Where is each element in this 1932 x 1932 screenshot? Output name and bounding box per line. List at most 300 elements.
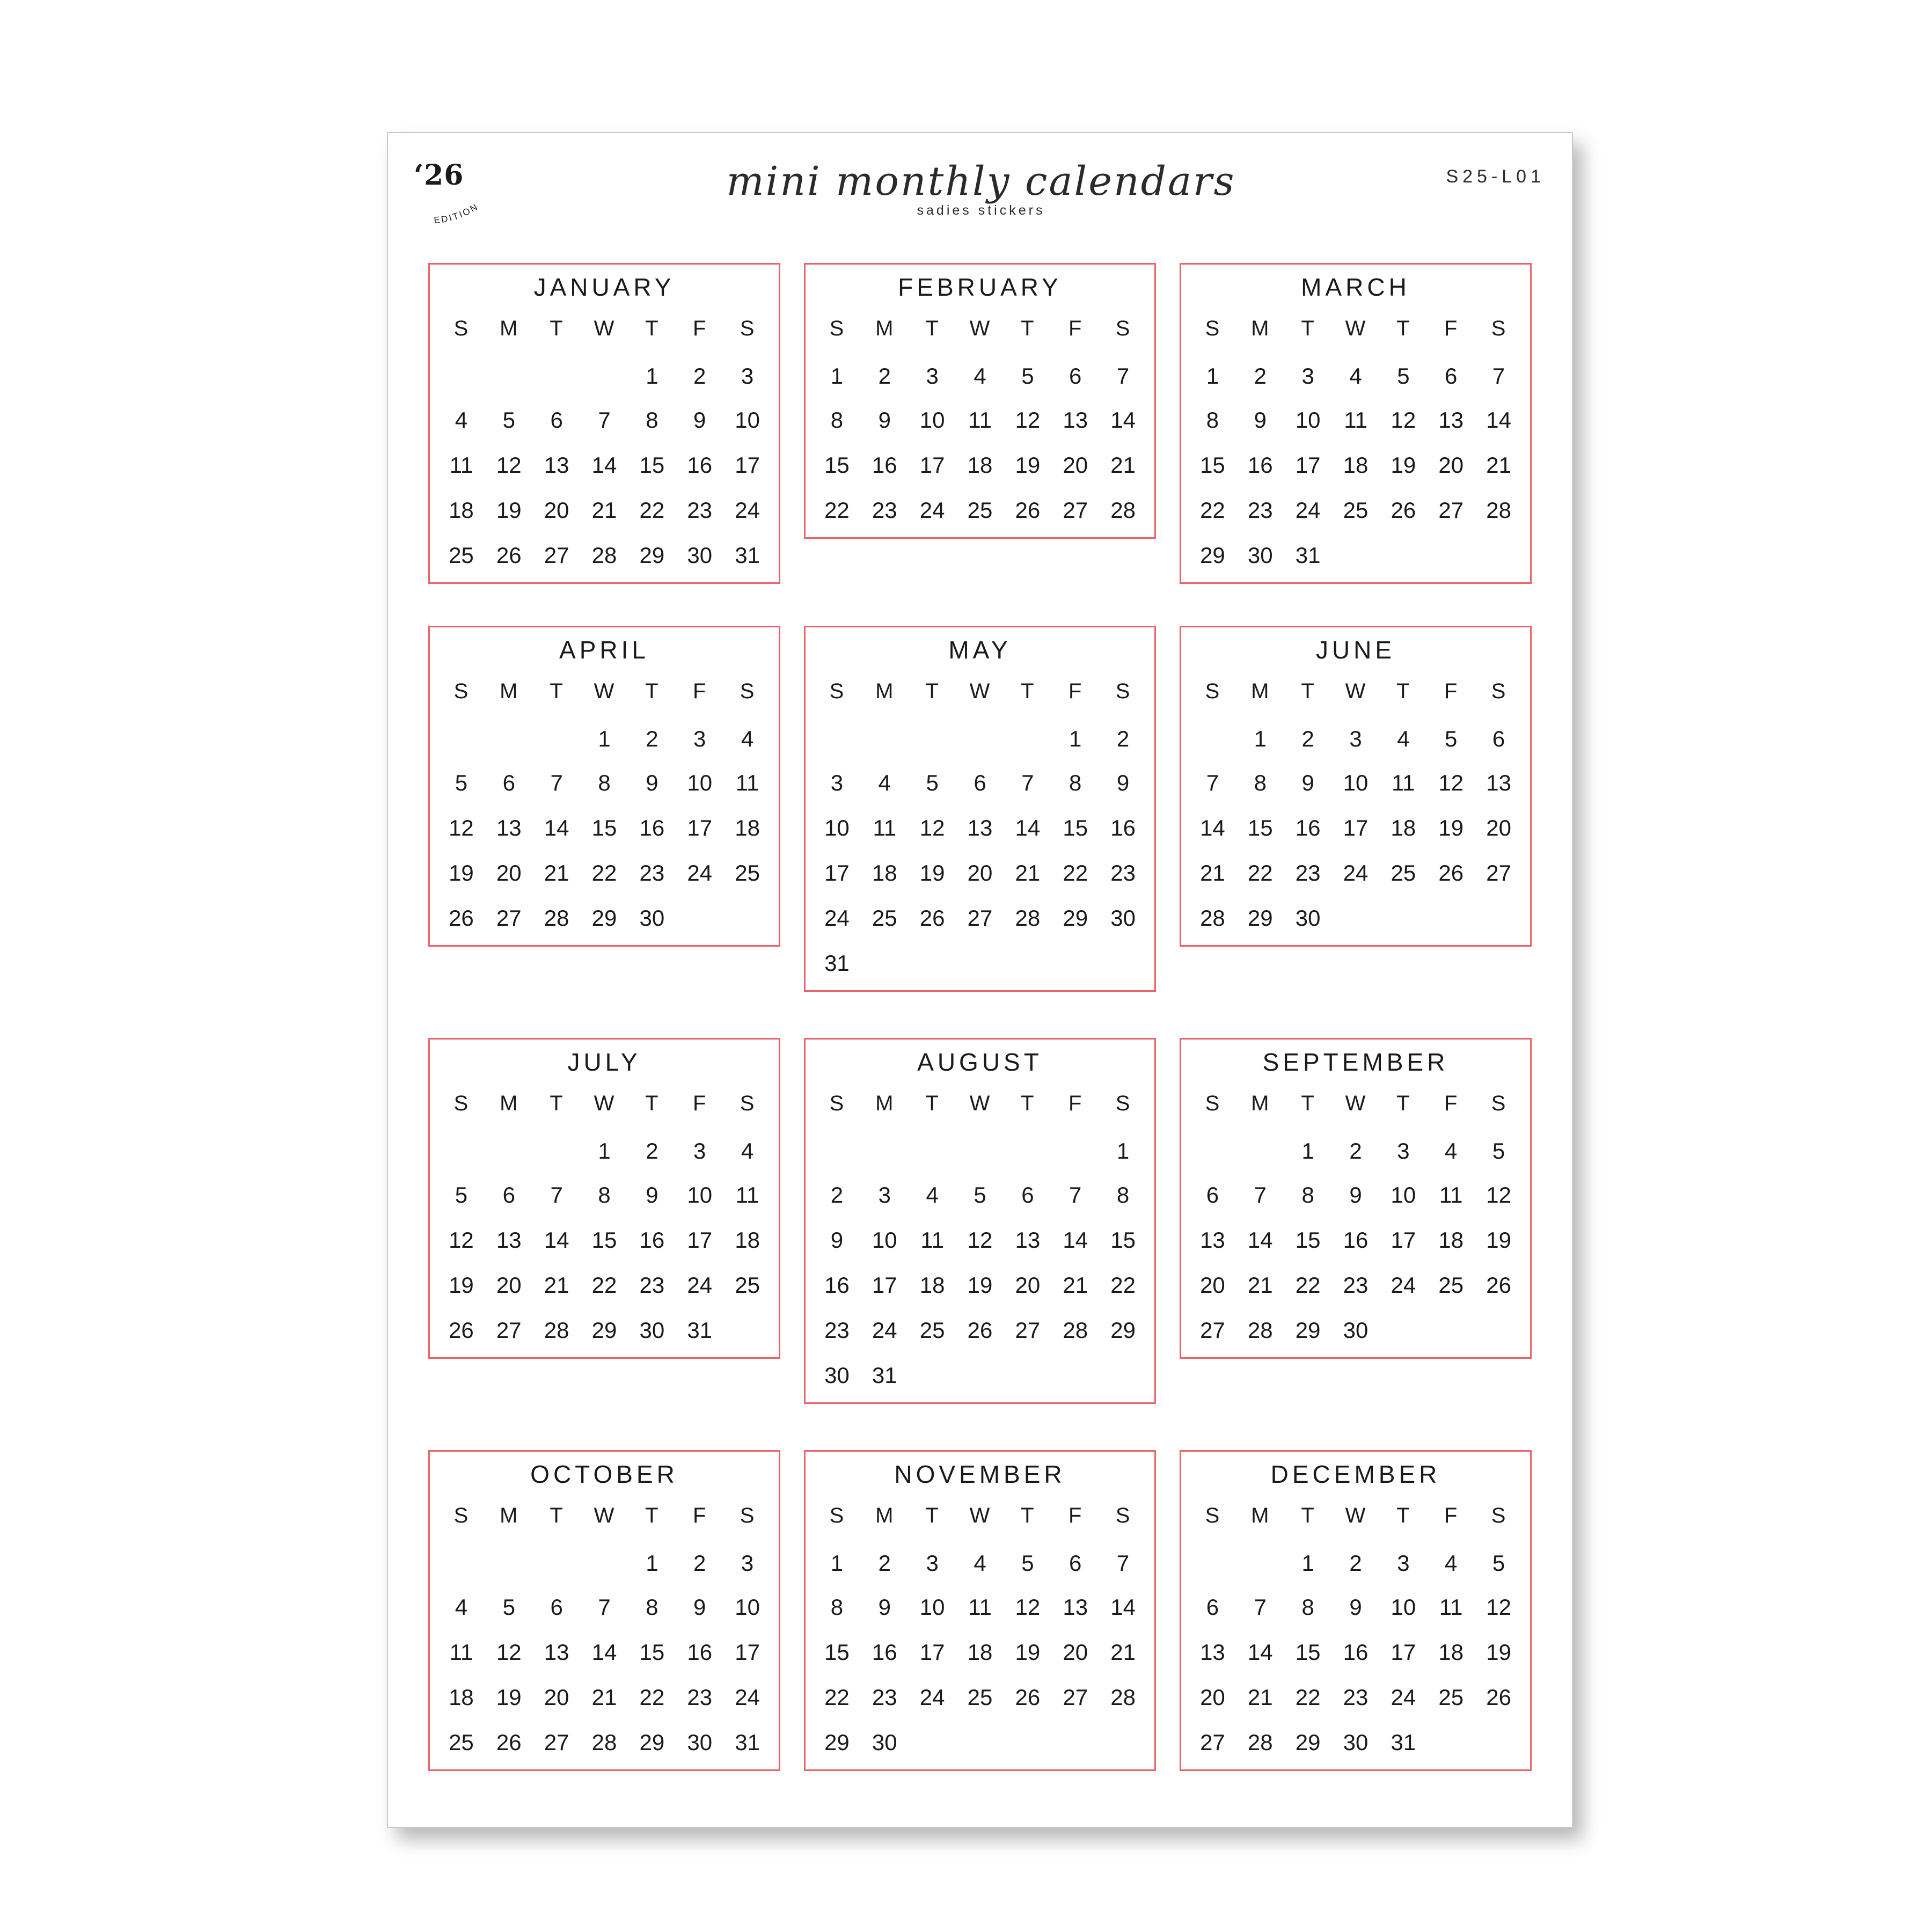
day-cell — [485, 1124, 533, 1173]
day-cell: 19 — [1486, 1227, 1511, 1253]
weekday-label: W — [969, 1504, 991, 1527]
day-cell: 29 — [591, 1318, 617, 1343]
edition-label-arc — [414, 159, 505, 234]
day-cell: 4 — [1397, 726, 1410, 751]
weekday-label: F — [1444, 1092, 1458, 1115]
day-cell: 21 — [591, 497, 617, 523]
day-cell: 18 — [1343, 452, 1368, 478]
day-cell: 31 — [735, 1730, 760, 1755]
weekday-label: T — [925, 1504, 939, 1527]
weekday-header-row — [1181, 1082, 1530, 1124]
weekday-label: S — [829, 679, 845, 703]
day-cell: 2 — [1254, 363, 1267, 389]
day-cell — [581, 349, 628, 398]
day-cell: 13 — [496, 815, 522, 840]
day-cell — [813, 712, 861, 760]
day-cell: 21 — [544, 1272, 569, 1298]
day-cell: 22 — [1200, 497, 1225, 523]
day-cell: 8 — [1069, 770, 1082, 795]
day-cell: 21 — [591, 1685, 617, 1710]
day-cell: 23 — [872, 1685, 897, 1710]
day-cell: 6 — [1445, 363, 1458, 389]
week-row — [430, 488, 779, 533]
day-cell: 2 — [878, 363, 891, 389]
day-cell: 20 — [544, 1685, 569, 1710]
day-cell: 21 — [1200, 860, 1225, 885]
day-cell: 26 — [967, 1318, 993, 1343]
weekday-label: W — [594, 317, 615, 340]
day-cell: 28 — [1110, 497, 1136, 523]
week-row — [806, 760, 1154, 806]
month-calendar-november — [804, 1450, 1156, 1771]
weekday-header-row — [1181, 670, 1530, 712]
day-cell — [1099, 941, 1147, 986]
day-cell: 14 — [1015, 815, 1041, 840]
day-cell: 31 — [1391, 1730, 1416, 1755]
day-cell: 26 — [1486, 1272, 1511, 1298]
day-cell: 2 — [1349, 1138, 1362, 1163]
day-cell: 20 — [967, 860, 993, 885]
week-row — [1181, 349, 1530, 398]
day-cell: 3 — [830, 770, 844, 795]
day-cell: 11 — [968, 1594, 992, 1620]
day-cell: 16 — [1295, 815, 1321, 840]
month-name: MAY — [948, 636, 1012, 664]
day-cell: 1 — [1069, 726, 1082, 751]
day-cell: 25 — [967, 1685, 993, 1710]
week-row — [1181, 1630, 1530, 1675]
day-cell — [1004, 941, 1051, 986]
month-calendar-june — [1180, 626, 1532, 947]
weekday-header-row — [430, 1082, 779, 1124]
weekday-header-row — [806, 308, 1154, 349]
day-cell: 28 — [1110, 1685, 1136, 1710]
day-cell: 28 — [1200, 905, 1225, 931]
month-calendar-april — [428, 626, 780, 947]
day-cell: 22 — [824, 497, 850, 523]
day-cell: 29 — [1110, 1318, 1136, 1343]
day-cell: 19 — [1015, 1640, 1041, 1665]
day-cell — [533, 349, 581, 398]
month-bottom-padding — [430, 1765, 779, 1769]
month-calendar-september — [1180, 1038, 1532, 1359]
day-cell: 21 — [1247, 1685, 1273, 1710]
weekday-label: S — [1491, 317, 1506, 340]
day-cell: 23 — [824, 1318, 850, 1343]
weekday-header-row — [1181, 308, 1530, 349]
weekday-label: M — [1251, 1504, 1270, 1527]
weekday-label: S — [453, 317, 469, 340]
day-cell: 19 — [1015, 452, 1041, 478]
day-cell: 11 — [968, 407, 992, 433]
day-cell: 5 — [974, 1182, 986, 1208]
day-cell: 13 — [1438, 407, 1464, 433]
day-cell: 8 — [1301, 1594, 1314, 1620]
day-cell: 10 — [735, 1594, 760, 1620]
day-cell: 27 — [1015, 1318, 1041, 1343]
day-cell: 17 — [919, 1640, 945, 1665]
month-name: SEPTEMBER — [1262, 1048, 1449, 1076]
weekday-label: T — [645, 1504, 659, 1527]
month-bottom-padding — [1181, 578, 1530, 582]
day-cell: 25 — [735, 1272, 760, 1298]
day-cell: 5 — [502, 407, 515, 433]
week-row — [430, 1218, 779, 1263]
day-cell: 20 — [1063, 1640, 1088, 1665]
day-cell — [437, 349, 485, 398]
day-cell: 3 — [1349, 726, 1362, 751]
day-cell: 25 — [1438, 1685, 1464, 1710]
day-cell: 25 — [1343, 497, 1368, 523]
day-cell: 9 — [1254, 407, 1267, 433]
day-cell: 26 — [449, 1318, 474, 1343]
weekday-label: W — [969, 679, 991, 703]
day-cell: 12 — [1486, 1594, 1511, 1620]
day-cell: 20 — [1200, 1272, 1225, 1298]
month-bottom-padding — [1181, 941, 1530, 945]
day-cell: 19 — [449, 1272, 474, 1298]
day-cell: 16 — [872, 1640, 897, 1665]
weekday-label: S — [740, 679, 755, 703]
month-bottom-padding — [430, 578, 779, 582]
day-cell — [909, 941, 956, 986]
day-cell: 8 — [1116, 1182, 1130, 1208]
day-cell: 4 — [974, 363, 986, 389]
day-cell: 15 — [1200, 452, 1225, 478]
weekday-label: S — [1491, 1092, 1506, 1115]
day-cell: 26 — [449, 905, 474, 931]
day-cell: 11 — [1439, 1594, 1463, 1620]
month-bottom-padding — [430, 941, 779, 945]
day-cell: 5 — [455, 1182, 468, 1208]
week-row — [430, 1536, 779, 1585]
day-cell: 30 — [1343, 1318, 1368, 1343]
week-row — [1181, 1263, 1530, 1308]
day-cell: 25 — [1438, 1272, 1464, 1298]
day-cell: 17 — [1295, 452, 1321, 478]
day-cell: 10 — [872, 1227, 897, 1253]
day-cell: 6 — [1492, 726, 1505, 751]
day-cell: 2 — [1301, 726, 1314, 751]
day-cell: 7 — [550, 1182, 563, 1208]
day-cell: 31 — [1295, 543, 1321, 568]
day-cell: 2 — [693, 363, 706, 389]
month-bottom-padding — [1181, 1765, 1530, 1769]
day-cell: 4 — [741, 726, 754, 751]
day-cell: 22 — [1295, 1272, 1321, 1298]
weekday-label: S — [1205, 1092, 1220, 1115]
day-cell: 26 — [1015, 1685, 1041, 1710]
day-cell: 20 — [496, 1272, 522, 1298]
day-cell: 20 — [1200, 1685, 1225, 1710]
month-calendar-july — [428, 1038, 780, 1359]
day-cell: 12 — [1438, 770, 1464, 795]
week-row — [1181, 1720, 1530, 1765]
month-calendar-march — [1180, 263, 1532, 584]
day-cell: 22 — [591, 860, 617, 885]
day-cell: 29 — [1295, 1730, 1321, 1755]
day-cell — [1051, 941, 1099, 986]
day-cell: 13 — [496, 1227, 522, 1253]
day-cell: 12 — [449, 1227, 474, 1253]
day-cell: 22 — [1110, 1272, 1136, 1298]
day-cell: 1 — [1116, 1138, 1130, 1163]
weekday-label: S — [1115, 1504, 1131, 1527]
day-cell: 27 — [1486, 860, 1511, 885]
day-cell: 17 — [872, 1272, 897, 1298]
weekday-label: T — [1301, 679, 1315, 703]
day-cell: 23 — [687, 497, 713, 523]
day-cell: 13 — [967, 815, 993, 840]
day-cell: 9 — [878, 1594, 891, 1620]
day-cell: 22 — [1295, 1685, 1321, 1710]
day-cell: 6 — [1021, 1182, 1034, 1208]
month-bottom-padding — [806, 533, 1154, 537]
week-row — [1181, 488, 1530, 533]
month-name: JULY — [567, 1048, 641, 1076]
day-cell: 31 — [687, 1318, 713, 1343]
day-cell: 19 — [1438, 815, 1464, 840]
day-cell: 14 — [1247, 1227, 1273, 1253]
day-cell — [909, 1124, 956, 1173]
day-cell: 14 — [591, 452, 617, 478]
day-cell: 11 — [1344, 407, 1367, 433]
day-cell — [1051, 1353, 1099, 1398]
day-cell: 28 — [591, 1730, 617, 1755]
day-cell — [1004, 712, 1051, 760]
day-cell — [1236, 1124, 1284, 1173]
day-cell — [437, 712, 485, 760]
day-cell: 24 — [687, 1272, 713, 1298]
day-cell: 17 — [1391, 1640, 1416, 1665]
day-cell: 30 — [639, 1318, 665, 1343]
day-cell: 4 — [455, 1594, 468, 1620]
day-cell: 17 — [687, 815, 713, 840]
day-cell — [533, 1124, 581, 1173]
month-calendar-february — [804, 263, 1156, 539]
day-cell — [1051, 1720, 1099, 1765]
day-cell — [485, 1536, 533, 1585]
day-cell: 30 — [1343, 1730, 1368, 1755]
day-cell: 16 — [824, 1272, 850, 1298]
weekday-label: S — [1491, 1504, 1506, 1527]
weekday-label: F — [1069, 317, 1082, 340]
day-cell — [1475, 896, 1523, 941]
day-cell: 4 — [1349, 363, 1362, 389]
day-cell: 10 — [687, 1182, 713, 1208]
calendar-grid — [428, 263, 1534, 1798]
day-cell: 22 — [591, 1272, 617, 1298]
day-cell: 9 — [693, 407, 706, 433]
weekday-label: T — [1021, 1092, 1035, 1115]
day-cell: 13 — [1015, 1227, 1041, 1253]
weekday-header-row — [430, 670, 779, 712]
day-cell: 14 — [1486, 407, 1511, 433]
week-row — [1181, 1585, 1530, 1630]
day-cell: 1 — [598, 1138, 611, 1163]
day-cell: 13 — [1063, 1594, 1088, 1620]
day-cell: 13 — [1486, 770, 1511, 795]
week-row — [430, 443, 779, 488]
day-cell: 26 — [1486, 1685, 1511, 1710]
day-cell: 28 — [544, 905, 569, 931]
day-cell: 15 — [591, 1227, 617, 1253]
day-cell — [1099, 1720, 1147, 1765]
week-row — [1181, 443, 1530, 488]
day-cell: 29 — [1247, 905, 1273, 931]
day-cell — [1004, 1720, 1051, 1765]
day-cell: 27 — [967, 905, 993, 931]
weekday-label: M — [1251, 679, 1270, 703]
week-row — [430, 760, 779, 806]
weekday-label: F — [693, 317, 707, 340]
weekday-label: S — [740, 317, 755, 340]
day-cell: 7 — [1021, 770, 1034, 795]
day-cell — [437, 1536, 485, 1585]
day-cell: 5 — [455, 770, 468, 795]
week-row — [806, 806, 1154, 851]
day-cell: 5 — [1492, 1550, 1505, 1576]
day-cell: 8 — [646, 407, 658, 433]
week-row — [806, 1263, 1154, 1308]
month-bottom-padding — [1181, 1353, 1530, 1357]
day-cell: 26 — [496, 543, 522, 568]
day-cell: 28 — [1247, 1730, 1273, 1755]
day-cell: 8 — [598, 770, 611, 795]
day-cell: 25 — [735, 860, 760, 885]
day-cell: 14 — [1110, 407, 1136, 433]
day-cell: 23 — [1343, 1685, 1368, 1710]
day-cell: 8 — [598, 1182, 611, 1208]
day-cell: 15 — [1110, 1227, 1136, 1253]
day-cell: 24 — [1391, 1685, 1416, 1710]
weekday-label: T — [645, 1092, 659, 1115]
week-row — [806, 443, 1154, 488]
day-cell: 15 — [591, 815, 617, 840]
day-cell: 4 — [926, 1182, 939, 1208]
week-row — [430, 1630, 779, 1675]
day-cell: 21 — [1110, 452, 1136, 478]
weekday-label: T — [1396, 679, 1410, 703]
day-cell: 15 — [1063, 815, 1088, 840]
day-cell: 4 — [974, 1550, 986, 1576]
day-cell: 27 — [1063, 497, 1088, 523]
day-cell: 20 — [496, 860, 522, 885]
day-cell: 15 — [824, 452, 850, 478]
day-cell — [956, 941, 1004, 986]
weekday-label: T — [645, 317, 659, 340]
day-cell: 11 — [1439, 1182, 1463, 1208]
weekday-label: S — [829, 1092, 845, 1115]
weekday-label: F — [1069, 679, 1082, 703]
day-cell: 27 — [1063, 1685, 1088, 1710]
day-cell: 26 — [496, 1730, 522, 1755]
week-row — [806, 349, 1154, 398]
day-cell: 29 — [639, 1730, 665, 1755]
weekday-label: S — [829, 1504, 845, 1527]
day-cell — [861, 1124, 909, 1173]
day-cell: 12 — [1391, 407, 1416, 433]
week-row — [806, 1536, 1154, 1585]
day-cell: 16 — [1343, 1227, 1368, 1253]
week-row — [806, 1353, 1154, 1398]
month-name: FEBRUARY — [898, 273, 1062, 301]
weekday-label: T — [1396, 1092, 1410, 1115]
day-cell: 12 — [449, 815, 474, 840]
day-cell: 6 — [502, 1182, 515, 1208]
day-cell: 7 — [1254, 1182, 1267, 1208]
day-cell: 28 — [1486, 497, 1511, 523]
day-cell — [1427, 533, 1475, 578]
day-cell: 6 — [1069, 363, 1082, 389]
weekday-label: M — [500, 317, 518, 340]
day-cell: 17 — [1343, 815, 1368, 840]
day-cell: 29 — [1200, 543, 1225, 568]
day-cell — [533, 1536, 581, 1585]
day-cell — [676, 896, 723, 941]
day-cell: 14 — [1063, 1227, 1088, 1253]
day-cell: 22 — [1247, 860, 1273, 885]
weekday-label: S — [1205, 317, 1220, 340]
day-cell: 17 — [687, 1227, 713, 1253]
weekday-label: W — [594, 679, 615, 703]
day-cell: 18 — [967, 1640, 993, 1665]
week-row — [430, 851, 779, 896]
weekday-label: T — [925, 317, 939, 340]
day-cell: 14 — [544, 815, 569, 840]
day-cell: 3 — [741, 363, 754, 389]
day-cell: 26 — [1438, 860, 1464, 885]
day-cell: 26 — [1015, 497, 1041, 523]
day-cell: 14 — [591, 1640, 617, 1665]
day-cell: 10 — [735, 407, 760, 433]
day-cell: 18 — [919, 1272, 945, 1298]
day-cell — [1427, 1720, 1475, 1765]
week-row — [806, 398, 1154, 443]
day-cell: 19 — [496, 497, 522, 523]
day-cell: 28 — [1015, 905, 1041, 931]
day-cell: 16 — [687, 452, 713, 478]
weekday-label: S — [740, 1092, 755, 1115]
weekday-label: S — [453, 1092, 469, 1115]
day-cell: 29 — [1063, 905, 1088, 931]
day-cell: 3 — [693, 726, 706, 751]
day-cell: 11 — [449, 1640, 473, 1665]
day-cell: 30 — [1295, 905, 1321, 931]
day-cell: 10 — [1391, 1182, 1416, 1208]
day-cell: 8 — [1254, 770, 1267, 795]
day-cell: 12 — [1015, 407, 1041, 433]
day-cell — [1475, 533, 1523, 578]
day-cell: 6 — [1206, 1182, 1219, 1208]
day-cell: 11 — [735, 1182, 759, 1208]
edition-label-text: EDITION — [433, 201, 481, 226]
day-cell: 5 — [1021, 363, 1034, 389]
day-cell: 30 — [824, 1363, 850, 1388]
day-cell: 27 — [544, 543, 569, 568]
day-cell: 22 — [824, 1685, 850, 1710]
weekday-label: F — [693, 679, 707, 703]
day-cell — [485, 712, 533, 760]
day-cell: 4 — [455, 407, 468, 433]
week-row — [430, 1585, 779, 1630]
day-cell: 14 — [1200, 815, 1225, 840]
day-cell: 3 — [926, 363, 939, 389]
day-cell — [1189, 1536, 1236, 1585]
day-cell: 18 — [449, 1685, 474, 1710]
weekday-label: M — [500, 1504, 518, 1527]
day-cell: 10 — [1391, 1594, 1416, 1620]
